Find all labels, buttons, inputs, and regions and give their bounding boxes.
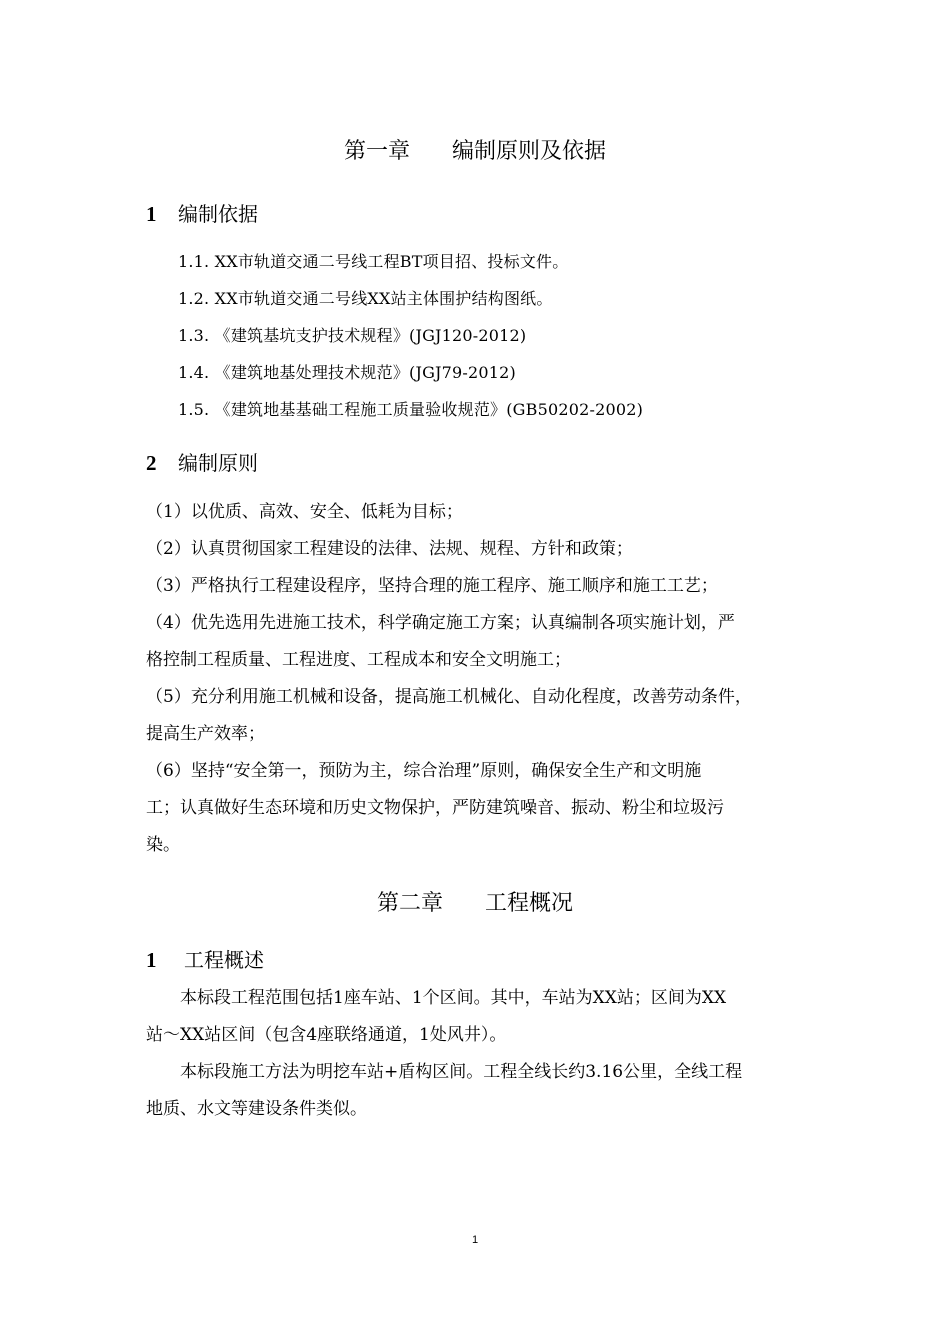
basis-item: 1.1. XX市轨道交通二号线工程BT项目招、投标文件。 <box>178 252 569 271</box>
principle-line: （3）严格执行工程建设程序，坚持合理的施工程序、施工顺序和施工工艺； <box>146 576 718 596</box>
overview-line: 地质、水文等建设条件类似。 <box>146 1099 367 1119</box>
principle-line: （2）认真贯彻国家工程建设的法律、法规、规程、方针和政策； <box>146 539 633 559</box>
chapter-1-title: 第一章 编制原则及依据 <box>344 139 606 164</box>
section-2-1-heading <box>146 944 264 973</box>
basis-item: 1.3. 《建筑基坑支护技术规程》(JGJ120-2012) <box>178 326 527 345</box>
overview-line: 站～XX站区间（包含4座联络通道，1处风井）。 <box>146 1025 507 1045</box>
principle-line: 染。 <box>146 835 180 855</box>
section-number: 1 <box>146 948 157 972</box>
section-1-2-heading <box>146 447 258 476</box>
section-title: 编制原则 <box>178 451 258 475</box>
basis-item: 1.5. 《建筑地基基础工程施工质量验收规范》(GB50202-2002) <box>178 400 644 419</box>
section-number: 2 <box>146 451 157 475</box>
principle-line: （6）坚持“安全第一，预防为主，综合治理”原则，确保安全生产和文明施 <box>146 761 702 781</box>
basis-item: 1.4. 《建筑地基处理技术规范》(JGJ79-2012) <box>178 363 516 382</box>
principle-line: 提高生产效率； <box>146 724 265 744</box>
overview-line: 本标段施工方法为明挖车站+盾构区间。工程全线长约3.16公里，全线工程 <box>180 1062 743 1082</box>
section-1-1-heading <box>146 198 258 227</box>
section-title: 工程概述 <box>184 948 264 972</box>
principle-line: （1）以优质、高效、安全、低耗为目标； <box>146 502 463 522</box>
basis-item: 1.2. XX市轨道交通二号线XX站主体围护结构图纸。 <box>178 289 553 308</box>
page-number: 1 <box>471 1234 479 1246</box>
section-number: 1 <box>146 202 157 226</box>
principle-line: （4）优先选用先进施工技术，科学确定施工方案；认真编制各项实施计划，严 <box>146 613 735 633</box>
overview-line: 本标段工程范围包括1座车站、1个区间。其中，车站为XX站；区间为XX <box>180 988 727 1008</box>
chapter-2-title: 第二章 工程概况 <box>377 891 573 916</box>
principle-line: 格控制工程质量、工程进度、工程成本和安全文明施工； <box>146 650 571 670</box>
principle-line: 工；认真做好生态环境和历史文物保护，严防建筑噪音、振动、粉尘和垃圾污 <box>146 798 724 818</box>
section-title: 编制依据 <box>178 202 258 226</box>
principle-line: （5）充分利用施工机械和设备，提高施工机械化、自动化程度，改善劳动条件， <box>146 687 752 707</box>
